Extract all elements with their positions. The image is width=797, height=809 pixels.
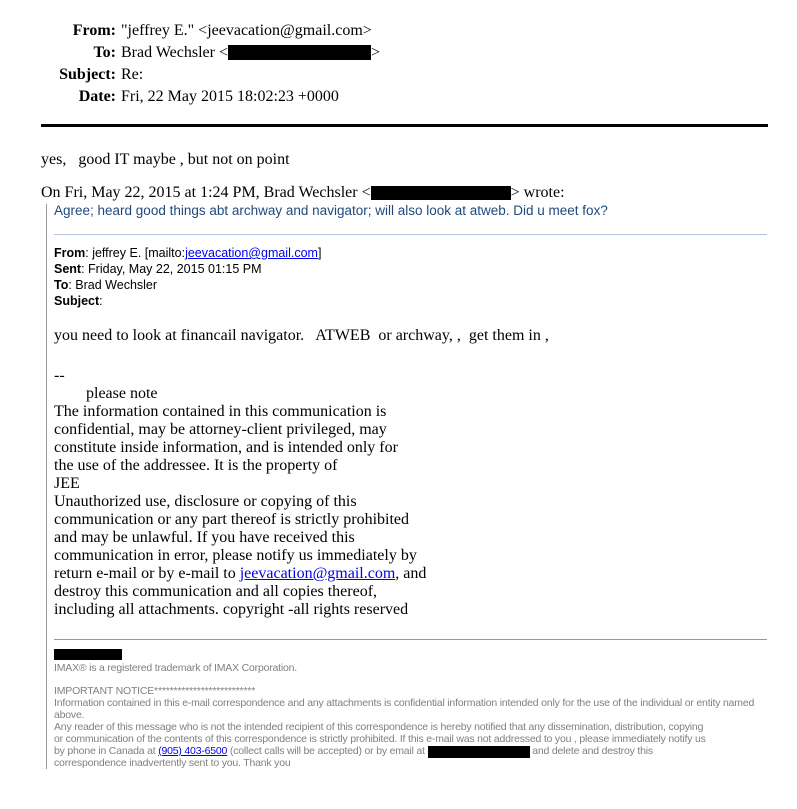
- from-label: From:: [72, 22, 116, 39]
- attribution-line: On Fri, May 22, 2015 at 1:24 PM, Brad Wechsler < > wrote:: [41, 184, 565, 201]
- header-from-row: [40, 20, 797, 42]
- redaction-bar-footer-email: [428, 746, 530, 758]
- header-to-row: [40, 42, 797, 64]
- header-divider-rule: [41, 124, 768, 127]
- signature-line: constitute inside information, and is intended only for: [54, 439, 398, 456]
- reply-text: yes, good IT maybe , but not on point: [41, 151, 290, 168]
- important-notice-title: IMPORTANT NOTICE**************************: [54, 685, 256, 697]
- signature-line: please note: [54, 385, 158, 402]
- quoted-email-body: you need to look at financail navigator. ATWEB or archway, , get them in ,: [54, 327, 549, 344]
- signature-line: communication in error, please notify us immediately by: [54, 547, 417, 564]
- notice-phone-line: by phone in Canada at (905) 403-6500 (collect calls will be accepted) or by email at and delete and destroy this: [54, 745, 653, 757]
- email-header: [0, 0, 797, 108]
- redaction-bar-attribution: [371, 186, 511, 200]
- quoted-to-row: To: Brad Wechsler: [54, 278, 158, 292]
- subject-label: Subject:: [59, 66, 116, 83]
- from-value: "jeffrey E." <jeevacation@gmail.com>: [121, 22, 372, 39]
- to-label: To:: [93, 44, 116, 61]
- quoted-subject-row: Subject:: [54, 294, 103, 308]
- redaction-bar-footer-signature: [54, 649, 122, 660]
- signature-line: including all attachments. copyright -all rights reserved: [54, 601, 409, 618]
- quoted-from-row: From: jeffrey E. [mailto:jeevacation@gmail.com]: [54, 246, 322, 260]
- subject-value: Re:: [121, 66, 144, 83]
- quoted-block: [46, 204, 768, 769]
- notice-last-line: correspondence inadvertently sent to you. Thank you: [54, 757, 291, 769]
- signature-line: and may be unlawful. If you have received this: [54, 529, 355, 546]
- signature-line: confidential, may be attorney-client privileged, may: [54, 421, 387, 438]
- notice-line: Any reader of this message who is not the intended recipient of this correspondence is hereby notified that any dissemination, distribution, copying: [54, 721, 704, 733]
- notice-line: or communication of the contents of this correspondence is strictly prohibited. If this e-mail was not addressed to you , please immediately notify us: [54, 733, 706, 745]
- notice-line: above.: [54, 709, 85, 721]
- signature-line: Unauthorized use, disclosure or copying of this: [54, 493, 357, 510]
- footer-divider-rule: [54, 639, 767, 640]
- signature-email-link[interactable]: jeevacation@gmail.com: [239, 565, 396, 582]
- signature-email-line: return e-mail or by e-mail to jeevacation@gmail.com, and: [54, 565, 427, 582]
- trademark-line: IMAX® is a registered trademark of IMAX Corporation.: [54, 662, 298, 674]
- signature-block: [54, 385, 768, 619]
- redaction-bar-to: [228, 45, 371, 60]
- date-label: Date:: [78, 88, 116, 105]
- notice-line: Information contained in this e-mail correspondence and any attachments is confidential information intended only for the use of the individual or entity named: [54, 697, 755, 709]
- header-subject-row: [40, 64, 797, 86]
- signature-line: communication or any part thereof is strictly prohibited: [54, 511, 410, 528]
- signature-line: The information contained in this communication is: [54, 403, 387, 420]
- header-date-row: [40, 86, 797, 108]
- corporate-footer: [54, 639, 768, 769]
- signature-line: the use of the addressee. It is the property of: [54, 457, 338, 474]
- to-value: Brad Wechsler < >: [121, 44, 380, 61]
- mailto-link[interactable]: jeevacation@gmail.com: [185, 246, 318, 260]
- signature-delimiter: --: [54, 367, 65, 384]
- quoted-reply-text: Agree; heard good things abt archway and navigator; will also look at atweb. Did u meet fox?: [54, 203, 608, 218]
- date-value: Fri, 22 May 2015 18:02:23 +0000: [121, 88, 339, 105]
- signature-line: destroy this communication and all copies thereof,: [54, 583, 378, 600]
- phone-link[interactable]: (905) 403-6500: [158, 745, 228, 757]
- signature-line: JEE: [54, 475, 80, 492]
- quoted-email-header: [54, 234, 767, 309]
- quoted-sent-row: Sent: Friday, May 22, 2015 01:15 PM: [54, 262, 262, 276]
